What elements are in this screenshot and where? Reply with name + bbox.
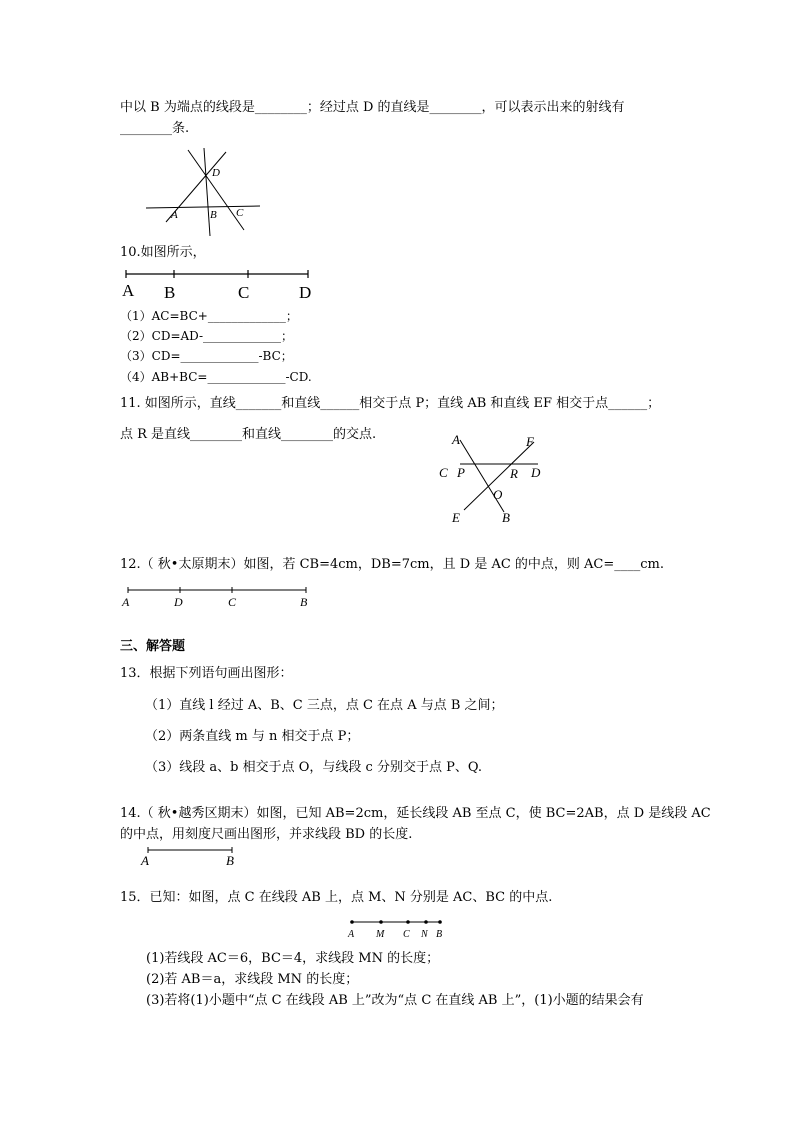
q11-label-p: P [457, 465, 465, 480]
section-heading: 三、解答题 [120, 639, 186, 654]
q10-label-b: B [164, 283, 176, 302]
q12-line: 12.（ 秋•太原期末）如图，若 CB=4cm，DB=7cm，且 D 是 AC 的中点，则 AC=____cm. [120, 557, 665, 572]
q15-figure [344, 916, 454, 942]
q11-label-o: O [493, 487, 503, 502]
q12-label-d: D [174, 595, 183, 609]
q15-label-c: C [403, 929, 410, 940]
q9-label-b: B [210, 209, 217, 221]
q10-item-2: （2）CD=AD-_____________； [120, 329, 294, 343]
q12-label-b: B [300, 595, 308, 609]
q15-title: 15．已知：如图，点 C 在线段 AB 上，点 M、N 分别是 AC、BC 的中点. [120, 890, 553, 905]
q11-label-f: F [526, 434, 534, 449]
q10-item-3: （3）CD=_____________-BC； [120, 349, 293, 363]
q15-item-1: (1)若线段 AC＝6，BC＝4，求线段 MN 的长度； [146, 951, 440, 966]
q12-label-c: C [228, 595, 237, 609]
q11-figure [436, 428, 556, 528]
q10-label-c: C [238, 283, 250, 302]
q11-label-r: R [510, 466, 518, 481]
q15-item-2: (2)若 AB＝a，求线段 MN 的长度； [146, 972, 359, 987]
q12-label-a: A [122, 595, 130, 609]
q15-label-m: M [376, 929, 385, 940]
q11-line-1: 11. 如图所示，直线_______和直线______相交于点 P；直线 AB 和直线 EF 相交于点______； [120, 396, 661, 411]
q12-figure [120, 586, 320, 616]
q14-label-a: A [141, 853, 149, 868]
q9-line-2: ________条. [120, 121, 190, 136]
q13-item-2: （2）两条直线 m 与 n 相交于点 P； [145, 729, 360, 744]
q10-label-a: A [122, 281, 135, 300]
q9-line-1: 中以 B 为端点的线段是________；经过点 D 的直线是________，可以表示出来的射线有 [120, 100, 625, 115]
q11-label-c: C [439, 465, 448, 480]
q15-label-b: B [436, 929, 443, 940]
q10-label-d: D [299, 283, 312, 302]
q11-label-e: E [452, 510, 460, 525]
q15-item-3: (3)若将(1)小题中“点 C 在线段 AB 上”改为“点 C 在直线 AB 上”，(1)小题的结果会有 [146, 993, 644, 1008]
q14-line-1: 14.（ 秋•越秀区期末）如图，已知 AB=2cm，延长线段 AB 至点 C，使 BC=2AB，点 D 是线段 AC [120, 806, 711, 821]
q10-title: 10.如图所示， [120, 245, 206, 260]
q9-label-a: A [171, 209, 178, 221]
q9-label-d: D [212, 167, 220, 179]
q13-item-3: （3）线段 a、b 相交于点 O，与线段 c 分别交于点 P、Q. [145, 760, 482, 775]
q11-line-2: 点 R 是直线________和直线________的交点. [120, 427, 377, 442]
q10-figure [118, 266, 318, 306]
q9-label-c: C [236, 207, 244, 219]
q13-item-1: （1）直线 l 经过 A、B、C 三点，点 C 在点 A 与点 B 之间； [145, 698, 504, 713]
q11-label-a: A [452, 432, 460, 447]
q15-label-n: N [421, 929, 428, 940]
q14-line-2: 的中点，用刻度尺画出图形，并求线段 BD 的长度. [120, 827, 413, 842]
q14-figure [138, 845, 248, 871]
q9-figure [140, 140, 270, 240]
q10-item-1: （1）AC=BC+_____________； [120, 309, 298, 323]
q15-label-a: A [348, 929, 355, 940]
q10-item-4: （4）AB+BC=_____________-CD. [120, 370, 312, 384]
q11-label-d: D [531, 465, 541, 480]
q11-label-b: B [502, 510, 510, 525]
q14-label-b: B [226, 853, 234, 868]
q13-title: 13．根据下列语句画出图形： [120, 666, 293, 681]
